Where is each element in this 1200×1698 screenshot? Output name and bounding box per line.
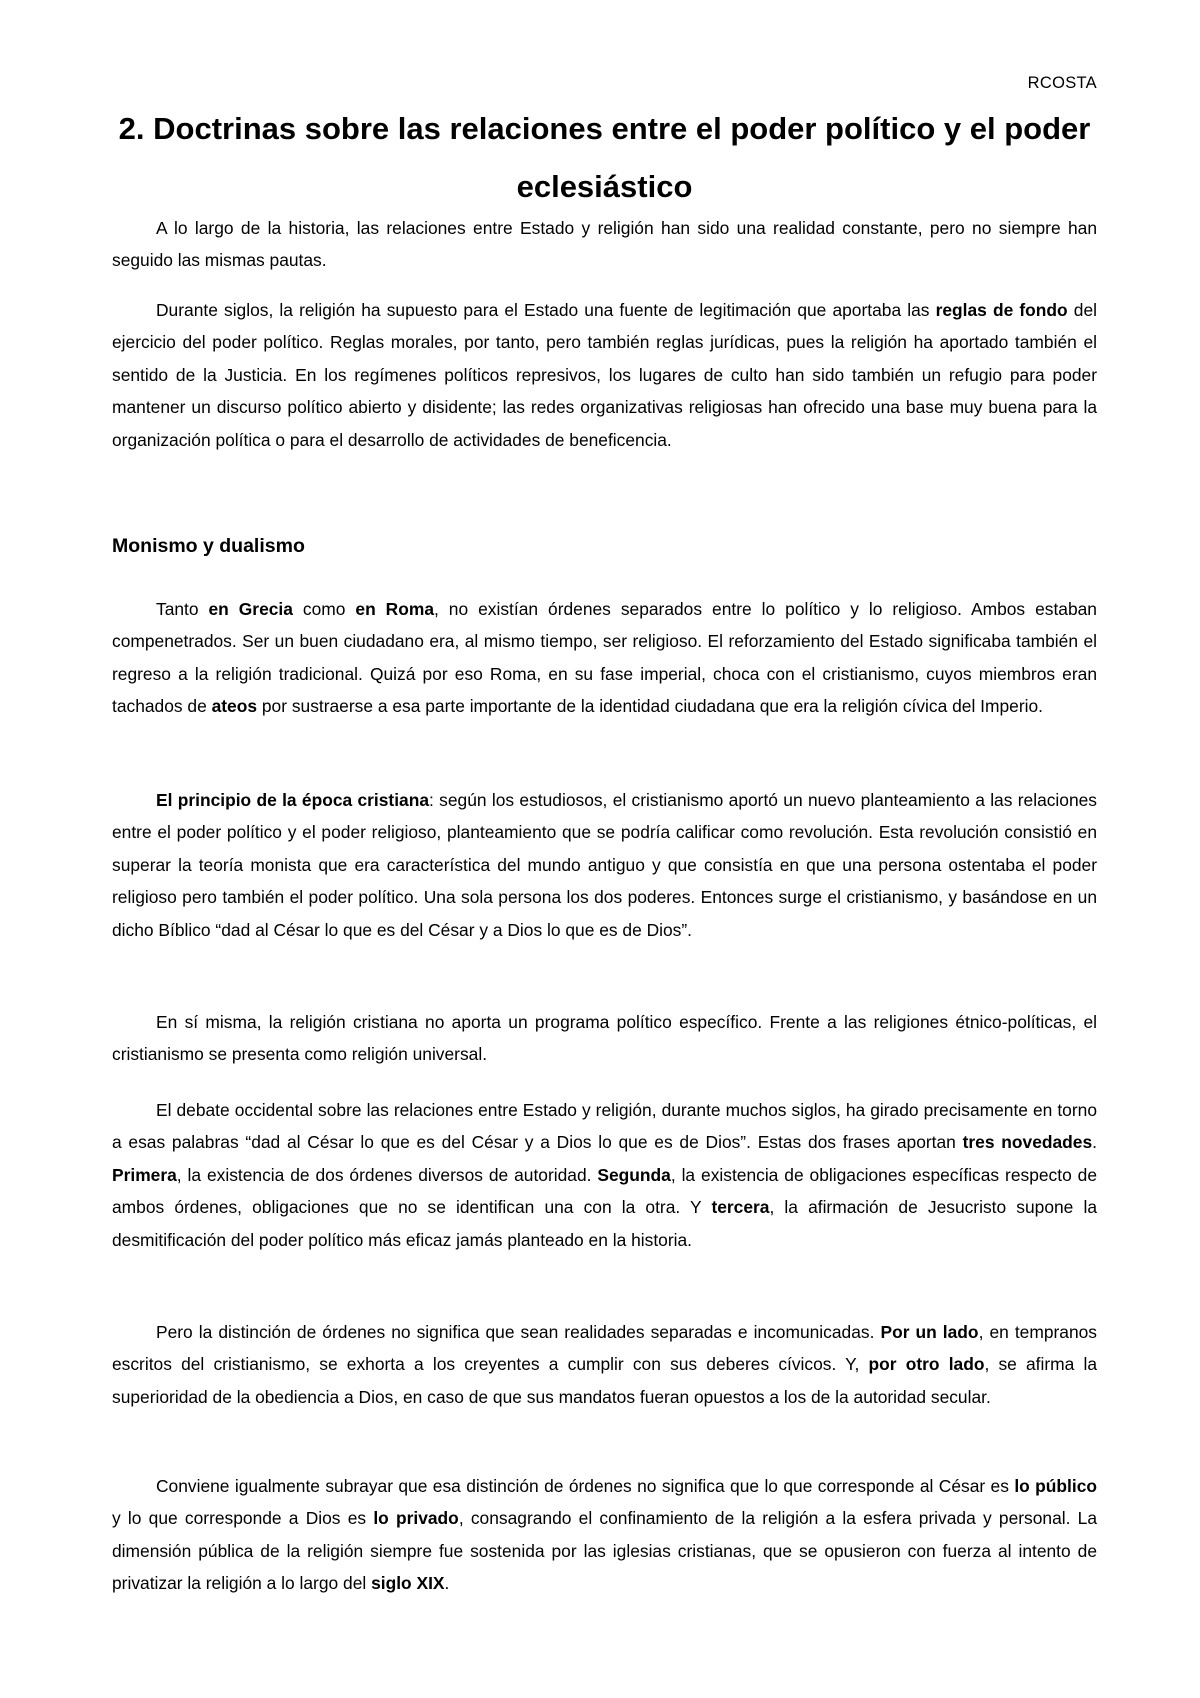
bold-text-segment: reglas de fondo (935, 300, 1068, 320)
text-segment: , la existencia de dos órdenes diversos de autoridad. (176, 1164, 598, 1185)
text-segment: y lo que corresponde a Dios es (112, 1508, 374, 1529)
header-author: RCOSTA (1027, 74, 1097, 92)
bold-text-segment: lo privado (373, 1508, 459, 1529)
bold-text-segment: por otro lado (868, 1354, 985, 1375)
text-segment: , no existían órdenes separados entre lo político y lo religioso. Ambos estaban compenetrados. Ser un buen ciudadano era, al mismo tiempo, ser religioso. El reforzamiento del Estado significaba también el regreso a la religión tradicional. Quizá por eso Roma, en su fase imperial, choca con el cristianismo, cuyos miembros eran tachados de (112, 599, 1097, 717)
paragraph-public-private (112, 1470, 1097, 1600)
bold-text-segment: Primera (112, 1164, 177, 1185)
text-segment: por sustraerse a esa parte importante de la identidad ciudadana que era la religión cívica del Imperio. (257, 696, 1043, 717)
bold-text-segment: Segunda (597, 1164, 671, 1185)
text-segment: , se afirma la superioridad de la obediencia a Dios, en caso de que sus mandatos fueran opuestos a los de la autoridad secular. (112, 1354, 1098, 1407)
paragraph-christian-era (112, 784, 1097, 946)
bold-text-segment: tercera (711, 1197, 770, 1218)
text-segment: como (292, 599, 356, 619)
document-title: 2. Doctrinas sobre las relaciones entre el poder político y el poder eclesiástico (118, 111, 1091, 204)
paragraph-intro (112, 212, 1097, 277)
paragraph-occidental-debate (112, 1094, 1097, 1256)
text-segment: . (1092, 1132, 1097, 1153)
text-segment: A lo largo de la historia, las relaciones entre Estado y religión han sido una realidad constante, pero no siempre han seguido las mismas pautas. (112, 218, 1097, 271)
text-segment: Conviene igualmente subrayar que esa distinción de órdenes no significa que lo que corresponde al César es (156, 1476, 1015, 1496)
bold-text-segment: siglo XIX (371, 1573, 445, 1594)
bold-text-segment: ateos (211, 696, 258, 717)
paragraph-distinction (112, 1316, 1097, 1413)
bold-text-segment: Por un lado (880, 1322, 979, 1342)
paragraph-greece-rome (112, 593, 1097, 723)
bold-text-segment: en Grecia (208, 599, 293, 619)
text-segment: El debate occidental sobre las relaciones entre Estado y religión, durante muchos siglos, ha girado precisamente en torno a esas palabras “dad al César lo que es del César y a Dios lo que es de Dios”. Estas dos frases aportan (112, 1100, 1097, 1153)
section-heading: Monismo y dualismo (112, 535, 305, 557)
text-segment: Durante siglos, la religión ha supuesto para el Estado una fuente de legitimación que aportaba las (156, 300, 936, 320)
text-segment: , la afirmación de Jesucristo supone la desmitificación del poder político más eficaz jamás planteado en la historia. (112, 1197, 1097, 1250)
text-segment: : según los estudiosos, el cristianismo aportó un nuevo planteamiento a las relaciones entre el poder político y el poder religioso, planteamiento que se podría calificar como revolución. Esta revolución consistió en superar la teoría monista que era característica del mundo antiguo y que consistía en que una persona ostentaba el poder religioso pero también el poder político. Una sola persona los dos poderes. Entonces surge el cristianismo, y basándose en un dicho Bíblico “dad al César lo que es del César y a Dios lo que es de Dios”. (112, 790, 1098, 940)
text-segment: Tanto (156, 599, 209, 619)
paragraph-universal-religion (112, 1006, 1097, 1071)
bold-text-segment: tres novedades (962, 1132, 1093, 1153)
bold-text-segment: en Roma (355, 599, 434, 619)
bold-text-segment: El principio de la época cristiana (156, 790, 430, 810)
text-segment: , consagrando el confinamiento de la religión a la esfera privada y personal. La dimensión pública de la religión siempre fue sostenida por las iglesias cristianas, que se opusieron con fuerza al intento de privatizar la religión a lo largo del (112, 1508, 1097, 1594)
paragraph-legitimacy (112, 294, 1097, 456)
text-segment: del ejercicio del poder político. Reglas morales, por tanto, pero también reglas jurídicas, pues la religión ha aportado también el sentido de la Justicia. En los regímenes políticos represivos, los lugares de culto han sido también un refugio para poder mantener un discurso político abierto y disidente; las redes organizativas religiosas han ofrecido una base muy buena para la organización política o para el desarrollo de actividades de beneficencia. (112, 300, 1098, 450)
text-segment: . (444, 1573, 450, 1594)
text-segment: , la existencia de obligaciones específicas respecto de ambos órdenes, obligaciones que no se identifican una con la otra. Y (112, 1164, 1097, 1218)
text-segment: Pero la distinción de órdenes no significa que sean realidades separadas e incomunicadas. (156, 1322, 881, 1342)
bold-text-segment: lo público (1014, 1476, 1097, 1496)
text-segment: En sí misma, la religión cristiana no aporta un programa político específico. Frente a las religiones étnico-políticas, el cristianismo se presenta como religión universal. (112, 1012, 1097, 1065)
text-segment: , en tempranos escritos del cristianismo, se exhorta a los creyentes a cumplir con sus deberes cívicos. Y, (112, 1322, 1097, 1375)
